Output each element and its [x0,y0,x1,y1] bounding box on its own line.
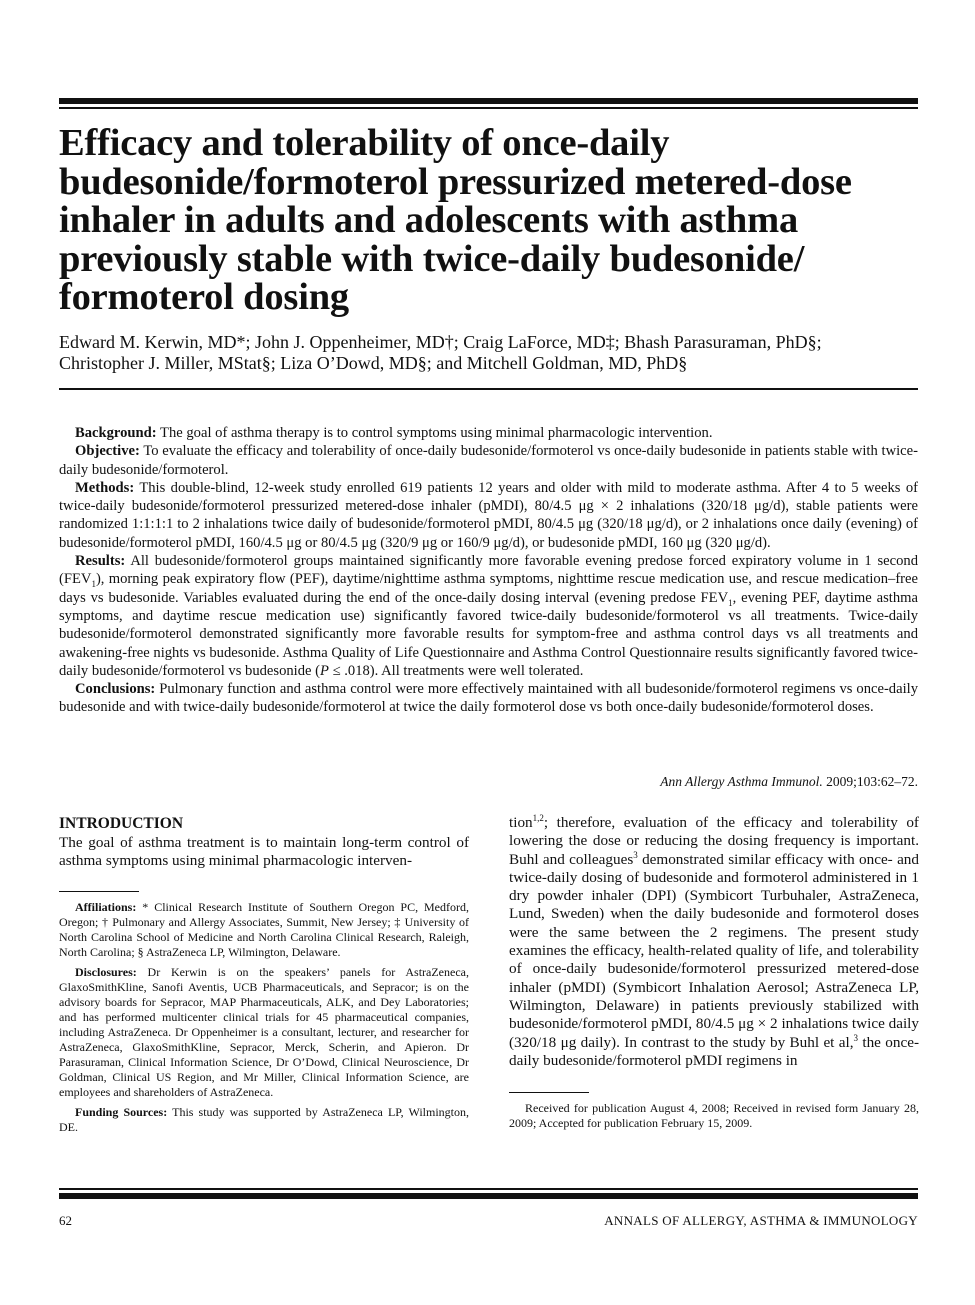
right-column [509,814,919,1131]
funding-label: Funding Sources: [75,1104,168,1119]
intro-text: ; therefore, evaluation of the efficacy and tolerability of lowering the dose or reducing the dosing frequency is important. Buhl and colleagues [509,814,919,868]
abstract [59,424,918,717]
abstract-background [59,424,918,442]
footnote-rule [509,1092,589,1093]
funding-text: This study was supported by AstraZeneca LP, Wilmington, DE. [59,1104,470,1134]
results-subscript: 1 [728,597,733,608]
citation-journal: Ann Allergy Asthma Immunol. [660,774,823,789]
intro-text: demonstrated similar efficacy with once- and twice-daily dosing of budesonide and formoterol administered in 1 dry powder inhaler (DPI) (Symbicort Turbuhaler, AstraZeneca, Lund, Sweden) when the daily budesonide and formoterol doses were the same between the 2 regimens. The present study examines the efficacy, health-related quality of life, and tolerability of once-daily budesonide/formoterol pressurized metered-dose inhaler (pMDI) (Symbicort Inhalation Aerosol; AstraZeneca LP, Wilmington, Delaware) in patients previously stabilized with budesonide/formoterol pMDI, 80/4.5 μg × 2 inhalations twice daily (320/18 μg daily). In contrast to the study by Buhl et al, [509,850,919,1051]
footnote-received: Received for publication August 4, 2008; Received in revised form January 28, 2009; Accepted for publication February 15, 2009. [509,1101,919,1131]
results-text: ), morning peak expiratory flow (PEF), daytime/nighttime asthma symptoms, nighttime rescue medication use, and rescue medication–free days vs budesonide. Variables evaluated during the end of the once-daily dosing interval (evening predose FEV [59,571,918,606]
footnote-funding [59,1105,469,1135]
results-text: All budesonide/formoterol groups maintained significantly more favorable evening predose forced expiratory volume in 1 second (FEV [59,553,918,588]
author-line: Edward M. Kerwin, MD*; John J. Oppenheimer, MD†; Craig LaForce, MD‡; Bhash Parasuraman, PhD§; [59,332,822,352]
citation-ref: 2009;103:62–72. [822,774,918,789]
methods-text: This double-blind, 12-week study enrolled 619 patients 12 years and older with mild to moderate asthma. After 4 to 5 weeks of twice-daily budesonide/formoterol pressurized metered-dose inhaler (pMDI), 80/4.5 μg × 2 inhalations (320/18 μg/d), stable patients were randomized 1:1:1:1 to 2 inhalations twice daily of budesonide/formoterol pMDI, 80/4.5 μg (320/18 μg/d), or 2 inhalations once daily (evening) of budesonide/formoterol pMDI, 160/4.5 μg or 80/4.5 μg (320/9 μg or 160/9 μg/d), or budesonide pMDI, 160 μg (320 μg/d). [59,479,918,551]
abstract-conclusions [59,680,918,717]
objective-text: To evaluate the efficacy and tolerability of once-daily budesonide/formoterol vs once-daily budesonide in patients stable with twice-daily budesonide/formoterol. [59,443,918,478]
bottom-rule-thin [59,1188,918,1190]
results-subscript: 1 [91,579,96,590]
conclusions-label: Conclusions: [75,681,156,698]
objective-label: Objective: [75,443,140,460]
intro-text: tion [509,814,533,831]
journal-name: ANNALS OF ALLERGY, ASTHMA & IMMUNOLOGY [604,1213,918,1228]
top-rule-thin [59,107,918,109]
conclusions-text: Pulmonary function and asthma control were more effectively maintained with all budesonide/formoterol regimens vs once-daily budesonide and with twice-daily budesonide/formoterol at twice the daily formoterol dose vs both once-daily budesonide/formoterol doses. [59,681,918,716]
results-label: Results: [75,553,126,570]
intro-text: the once-daily budesonide/formoterol pMDI regimens in [509,1033,919,1069]
article-title [59,124,929,317]
section-heading-introduction: INTRODUCTION [59,815,184,832]
title-line: formoterol dosing [59,276,349,318]
results-text: ≤ .018). All treatments were well tolerated. [328,662,584,679]
reference-marker: 1,2 [532,812,544,823]
background-label: Background: [75,425,157,441]
results-text: , evening PEF, daytime asthma symptoms, and daytime rescue medication use) significantly favored twice-daily budesonide/formoterol vs all treatments. Twice-daily budesonide/formoterol demonstrated significantly more favorable results for symptom-free and asthma control days vs all treatments and awakening-free nights vs budesonide. Asthma Quality of Life Questionnaire and Asthma Control Questionnaire results significantly favored twice-daily budesonide/formoterol vs budesonide ( [59,589,918,679]
title-line: inhaler in adults and adolescents with asthma [59,199,799,241]
author-list [59,332,929,374]
disclosures-label: Disclosures: [75,964,137,979]
page-number: 62 [59,1213,72,1228]
abstract-divider [59,388,918,390]
disclosures-text: Dr Kerwin is on the speakers’ panels for AstraZeneca, GlaxoSmithKline, Sanofi Aventis, UCB Pharmaceuticals, and Sepracor; is on the advisory boards for Sepracor, MAP Pharmaceuticals, ALK, and Dey Laboratories; and has performed multicenter clinical trials for 45 pharmaceutical companies, including AstraZeneca. Dr Oppenheimer is a consultant, lecturer, and researcher for AstraZeneca, GlaxoSmithKline, Sepracor, Merck, Scherin, and Apieron. Dr Parasuraman, Clinical Information Science, Dr O’Dowd, Clinical Neuroscience, Dr Goldman, Clinical US Region, and Mr Miller, Clinical Information Science, are employees and shareholders of AstraZeneca. [59,964,469,1099]
author-line: Christopher J. Miller, MStat§; Liza O’Dowd, MD§; and Mitchell Goldman, MD, PhD§ [59,353,688,373]
intro-paragraph-right [509,814,919,1070]
affiliations-text: * Clinical Research Institute of Southern Oregon PC, Medford, Oregon; † Pulmonary and Allergy Associates, Summit, New Jersey; ‡ University of North Carolina School of Medicine and North Carolina Clinical Research, Raleigh, North Carolina; § AstraZeneca LP, Wilmington, Delaware. [59,899,469,959]
footnote-disclosures [59,965,469,1100]
title-line: budesonide/formoterol pressurized metered-dose [59,160,852,203]
reference-marker: 3 [633,849,638,860]
left-column [59,814,469,1135]
intro-paragraph-left: The goal of asthma treatment is to maintain long-term control of asthma symptoms using minimal pharmacologic interven- [59,834,469,870]
bottom-rule-thick [59,1193,918,1199]
title-line: previously stable with twice-daily budesonide/ [59,237,805,280]
reference-marker: 3 [853,1032,859,1043]
footnote-rule [59,891,139,892]
abstract-objective [59,442,918,479]
abstract-methods [59,479,918,552]
affiliations-label: Affiliations: [75,899,137,914]
background-text: The goal of asthma therapy is to control symptoms using minimal pharmacologic intervention. [156,425,713,441]
top-rule-thick [59,98,918,104]
methods-label: Methods: [75,479,135,496]
p-value-symbol: P [320,662,329,679]
journal-citation [660,774,918,790]
abstract-results [59,552,918,680]
footnote-affiliations [59,900,469,960]
title-line: Efficacy and tolerability of once-daily [59,122,670,164]
